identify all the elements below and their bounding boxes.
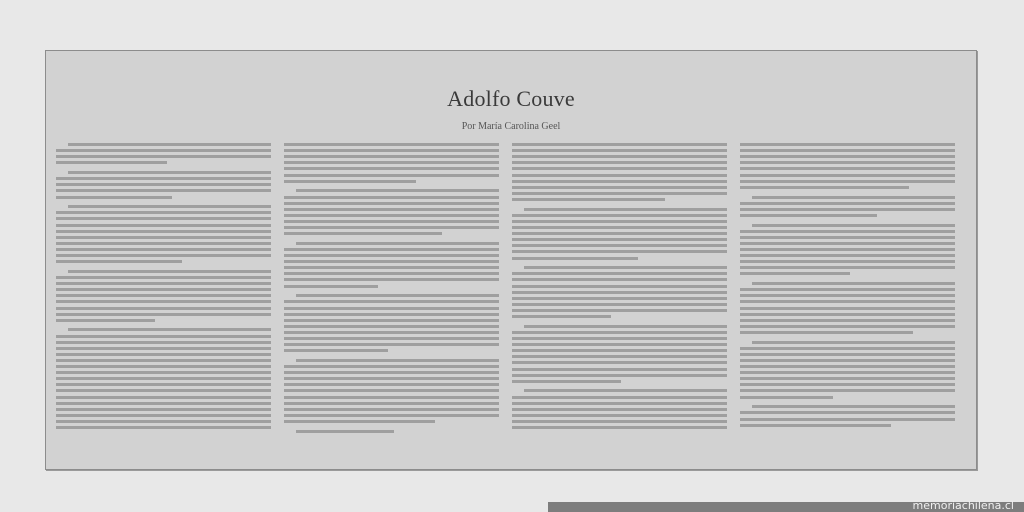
text-line xyxy=(512,149,727,152)
text-line xyxy=(512,380,621,383)
text-line xyxy=(740,353,955,356)
text-line xyxy=(284,272,499,275)
text-line xyxy=(284,365,499,368)
text-line xyxy=(512,174,727,177)
text-line xyxy=(284,220,499,223)
text-line xyxy=(284,371,499,374)
text-line xyxy=(512,331,727,334)
text-line xyxy=(740,396,833,399)
text-line xyxy=(740,383,955,386)
text-line xyxy=(740,288,955,291)
text-line xyxy=(56,353,271,356)
text-line xyxy=(740,174,955,177)
text-line xyxy=(740,248,955,251)
text-line xyxy=(56,242,271,245)
text-line xyxy=(284,266,499,269)
text-line xyxy=(512,155,727,158)
text-line xyxy=(512,368,727,371)
text-line xyxy=(740,347,955,350)
text-line xyxy=(740,371,955,374)
text-line xyxy=(284,196,499,199)
text-line xyxy=(56,177,271,180)
text-line xyxy=(512,297,727,300)
text-line xyxy=(284,414,499,417)
text-line xyxy=(56,307,271,310)
text-line xyxy=(284,319,499,322)
text-line xyxy=(68,270,271,273)
text-line xyxy=(512,244,727,247)
text-line xyxy=(284,155,499,158)
text-line xyxy=(284,343,499,346)
text-line xyxy=(56,319,155,322)
text-line xyxy=(284,420,435,423)
article-column-3 xyxy=(512,143,727,433)
text-line xyxy=(56,230,271,233)
watermark-text: memoriachilena.cl xyxy=(912,499,1014,512)
text-line xyxy=(284,331,499,334)
text-line xyxy=(752,282,955,285)
text-line xyxy=(740,149,955,152)
text-line xyxy=(56,420,271,423)
text-line xyxy=(740,202,955,205)
text-line xyxy=(56,189,271,192)
text-line xyxy=(524,266,727,269)
text-line xyxy=(68,328,271,331)
text-line xyxy=(284,254,499,257)
text-line xyxy=(740,307,955,310)
text-line xyxy=(740,242,955,245)
text-line xyxy=(284,337,499,340)
text-line xyxy=(56,408,271,411)
text-line xyxy=(512,402,727,405)
text-line xyxy=(512,374,727,377)
text-line xyxy=(68,171,271,174)
watermark-bar xyxy=(548,499,1024,512)
text-line xyxy=(740,300,955,303)
text-line xyxy=(284,408,499,411)
text-line xyxy=(284,300,499,303)
newspaper-clipping xyxy=(45,50,977,470)
text-line xyxy=(740,313,955,316)
text-line xyxy=(56,396,271,399)
text-line xyxy=(740,389,955,392)
text-line xyxy=(740,325,955,328)
text-line xyxy=(68,205,271,208)
text-line xyxy=(512,285,727,288)
text-line xyxy=(284,260,499,263)
text-line xyxy=(740,260,955,263)
text-line xyxy=(56,196,172,199)
text-line xyxy=(740,319,955,322)
text-line xyxy=(512,349,727,352)
text-line xyxy=(284,377,499,380)
text-line xyxy=(512,220,727,223)
text-line xyxy=(56,288,271,291)
text-line xyxy=(740,214,877,217)
text-line xyxy=(740,180,955,183)
text-line xyxy=(740,254,955,257)
text-line xyxy=(512,343,727,346)
text-line xyxy=(512,250,727,253)
text-line xyxy=(284,313,499,316)
text-line xyxy=(56,371,271,374)
text-line xyxy=(284,167,499,170)
text-line xyxy=(56,389,271,392)
text-line xyxy=(284,349,388,352)
text-line xyxy=(56,402,271,405)
text-line xyxy=(524,325,727,328)
text-line xyxy=(512,426,727,429)
text-line xyxy=(512,291,727,294)
text-line xyxy=(56,335,271,338)
text-line xyxy=(284,307,499,310)
text-line xyxy=(56,359,271,362)
article-column-1 xyxy=(56,143,271,433)
text-line xyxy=(740,161,955,164)
text-line xyxy=(56,236,271,239)
text-line xyxy=(56,300,271,303)
text-line xyxy=(56,155,271,158)
text-line xyxy=(284,248,499,251)
text-line xyxy=(752,341,955,344)
text-line xyxy=(56,294,271,297)
text-line xyxy=(512,272,727,275)
text-line xyxy=(740,294,955,297)
text-line xyxy=(56,365,271,368)
text-line xyxy=(56,217,271,220)
text-line xyxy=(296,430,394,433)
text-line xyxy=(512,226,727,229)
text-line xyxy=(56,426,271,429)
text-line xyxy=(740,208,955,211)
text-line xyxy=(512,192,727,195)
text-line xyxy=(524,389,727,392)
text-line xyxy=(512,238,727,241)
text-line xyxy=(296,242,499,245)
text-line xyxy=(740,418,955,421)
text-line xyxy=(284,383,499,386)
text-line xyxy=(284,161,499,164)
text-line xyxy=(512,396,727,399)
text-line xyxy=(512,257,638,260)
text-line xyxy=(284,285,378,288)
text-line xyxy=(512,167,727,170)
text-line xyxy=(56,276,271,279)
text-line xyxy=(512,161,727,164)
text-line xyxy=(284,278,499,281)
article-body xyxy=(56,143,961,433)
text-line xyxy=(752,405,955,408)
text-line xyxy=(740,365,955,368)
text-line xyxy=(512,303,727,306)
text-line xyxy=(740,167,955,170)
text-line xyxy=(512,214,727,217)
text-line xyxy=(512,198,665,201)
text-line xyxy=(284,214,499,217)
text-line xyxy=(752,196,955,199)
text-line xyxy=(284,325,499,328)
text-line xyxy=(512,309,727,312)
text-line xyxy=(56,383,271,386)
text-line xyxy=(740,331,913,334)
text-line xyxy=(284,174,499,177)
article-headline: Adolfo Couve xyxy=(447,86,575,111)
text-line xyxy=(284,202,499,205)
text-line xyxy=(752,224,955,227)
text-line xyxy=(56,183,271,186)
text-line xyxy=(284,402,499,405)
text-line xyxy=(56,377,271,380)
text-line xyxy=(740,411,955,414)
text-line xyxy=(284,232,442,235)
text-line xyxy=(512,408,727,411)
text-line xyxy=(740,230,955,233)
text-line xyxy=(284,389,499,392)
text-line xyxy=(740,266,955,269)
text-line xyxy=(512,337,727,340)
text-line xyxy=(512,180,727,183)
text-line xyxy=(512,355,727,358)
text-line xyxy=(296,359,499,362)
text-line xyxy=(740,272,850,275)
text-line xyxy=(56,224,271,227)
text-line xyxy=(296,189,499,192)
text-line xyxy=(740,155,955,158)
text-line xyxy=(512,278,727,281)
text-line xyxy=(56,161,167,164)
text-line xyxy=(740,236,955,239)
text-line xyxy=(512,143,727,146)
text-line xyxy=(512,414,727,417)
text-line xyxy=(512,361,727,364)
text-line xyxy=(512,420,727,423)
text-line xyxy=(56,149,271,152)
text-line xyxy=(56,254,271,257)
text-line xyxy=(56,347,271,350)
text-line xyxy=(56,248,271,251)
text-line xyxy=(56,282,271,285)
text-line xyxy=(740,143,955,146)
text-line xyxy=(740,424,891,427)
text-line xyxy=(68,143,271,146)
text-line xyxy=(512,232,727,235)
text-line xyxy=(524,208,727,211)
text-line xyxy=(740,186,909,189)
text-line xyxy=(740,377,955,380)
text-line xyxy=(740,359,955,362)
text-line xyxy=(284,149,499,152)
text-line xyxy=(512,186,727,189)
text-line xyxy=(56,341,271,344)
text-line xyxy=(284,396,499,399)
text-line xyxy=(284,143,499,146)
text-line xyxy=(284,208,499,211)
text-line xyxy=(512,315,611,318)
article-byline: Por María Carolina Geel xyxy=(461,121,561,132)
text-line xyxy=(284,180,416,183)
article-column-2 xyxy=(284,143,499,433)
article-column-4 xyxy=(740,143,955,433)
text-line xyxy=(56,260,182,263)
text-line xyxy=(56,313,271,316)
text-line xyxy=(56,211,271,214)
text-line xyxy=(284,226,499,229)
text-line xyxy=(56,414,271,417)
text-line xyxy=(296,294,499,297)
